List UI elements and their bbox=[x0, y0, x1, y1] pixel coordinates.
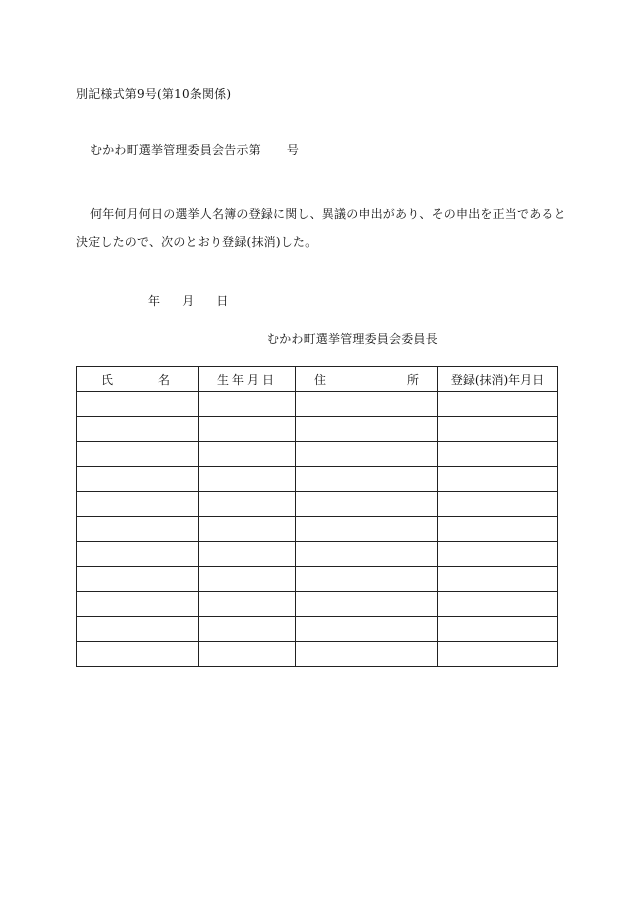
table-cell bbox=[438, 392, 558, 417]
header-registered-date: 登録(抹消)年月日 bbox=[438, 367, 558, 392]
table-cell bbox=[77, 392, 199, 417]
register-table bbox=[76, 366, 558, 667]
table-cell bbox=[296, 642, 438, 667]
date-day: 日 bbox=[216, 294, 229, 308]
table-cell bbox=[296, 492, 438, 517]
table-cell bbox=[199, 417, 296, 442]
table-cell bbox=[77, 467, 199, 492]
body-text-line-2: 決定したので、次のとおり登録(抹消)した。 bbox=[76, 235, 318, 249]
table-cell bbox=[199, 442, 296, 467]
date-year: 年 bbox=[148, 294, 161, 308]
table-cell bbox=[199, 542, 296, 567]
table-cell bbox=[438, 642, 558, 667]
table-cell bbox=[199, 617, 296, 642]
table-cell bbox=[77, 617, 199, 642]
table-cell bbox=[296, 617, 438, 642]
table-cell bbox=[438, 542, 558, 567]
notice-prefix: むかわ町選挙管理委員会告示第 bbox=[90, 143, 261, 157]
table-cell bbox=[438, 567, 558, 592]
table-cell bbox=[199, 517, 296, 542]
signer-title: むかわ町選挙管理委員会委員長 bbox=[267, 332, 438, 346]
table-cell bbox=[199, 492, 296, 517]
table-row bbox=[77, 542, 558, 567]
date-line bbox=[148, 292, 229, 309]
table-cell bbox=[77, 567, 199, 592]
date-month: 月 bbox=[182, 294, 195, 308]
table-cell bbox=[199, 567, 296, 592]
table-cell bbox=[438, 592, 558, 617]
table-row bbox=[77, 592, 558, 617]
table-cell bbox=[438, 442, 558, 467]
table-cell bbox=[77, 417, 199, 442]
table-cell bbox=[438, 517, 558, 542]
body-text-line-1: 何年何月何日の選挙人名簿の登録に関し、異議の申出があり、その申出を正当であると bbox=[90, 207, 566, 221]
table-header-row bbox=[77, 367, 558, 392]
header-dob: 生年月日 bbox=[199, 367, 296, 392]
table-row bbox=[77, 417, 558, 442]
table-cell bbox=[296, 392, 438, 417]
header-name-part-1: 氏 bbox=[101, 372, 114, 387]
table-cell bbox=[296, 592, 438, 617]
table-cell bbox=[199, 467, 296, 492]
table-row bbox=[77, 567, 558, 592]
header-address-part-2: 所 bbox=[406, 372, 419, 387]
table-row bbox=[77, 617, 558, 642]
notice-suffix: 号 bbox=[286, 143, 300, 157]
table-cell bbox=[296, 517, 438, 542]
table-row bbox=[77, 492, 558, 517]
table-cell bbox=[199, 592, 296, 617]
table-row bbox=[77, 392, 558, 417]
form-label: 別記様式第9号(第10条関係) bbox=[76, 87, 232, 101]
table-cell bbox=[296, 467, 438, 492]
table-body bbox=[77, 392, 558, 667]
table-cell bbox=[296, 417, 438, 442]
table-cell bbox=[199, 392, 296, 417]
header-name-part-2: 名 bbox=[157, 372, 170, 387]
table-cell bbox=[77, 442, 199, 467]
table-cell bbox=[77, 642, 199, 667]
table-row bbox=[77, 642, 558, 667]
table-cell bbox=[438, 492, 558, 517]
table-row bbox=[77, 517, 558, 542]
header-address-part-1: 住 bbox=[314, 372, 327, 387]
table-cell bbox=[296, 442, 438, 467]
table-cell bbox=[438, 617, 558, 642]
notice-number-line bbox=[90, 141, 299, 158]
table-row bbox=[77, 442, 558, 467]
table-cell bbox=[296, 567, 438, 592]
table-cell bbox=[296, 542, 438, 567]
table-cell bbox=[438, 417, 558, 442]
table-cell bbox=[77, 517, 199, 542]
header-name bbox=[77, 367, 199, 392]
table-cell bbox=[199, 642, 296, 667]
table-cell bbox=[438, 467, 558, 492]
table-cell bbox=[77, 492, 199, 517]
table-row bbox=[77, 467, 558, 492]
header-address bbox=[296, 367, 438, 392]
table-cell bbox=[77, 592, 199, 617]
table-cell bbox=[77, 542, 199, 567]
